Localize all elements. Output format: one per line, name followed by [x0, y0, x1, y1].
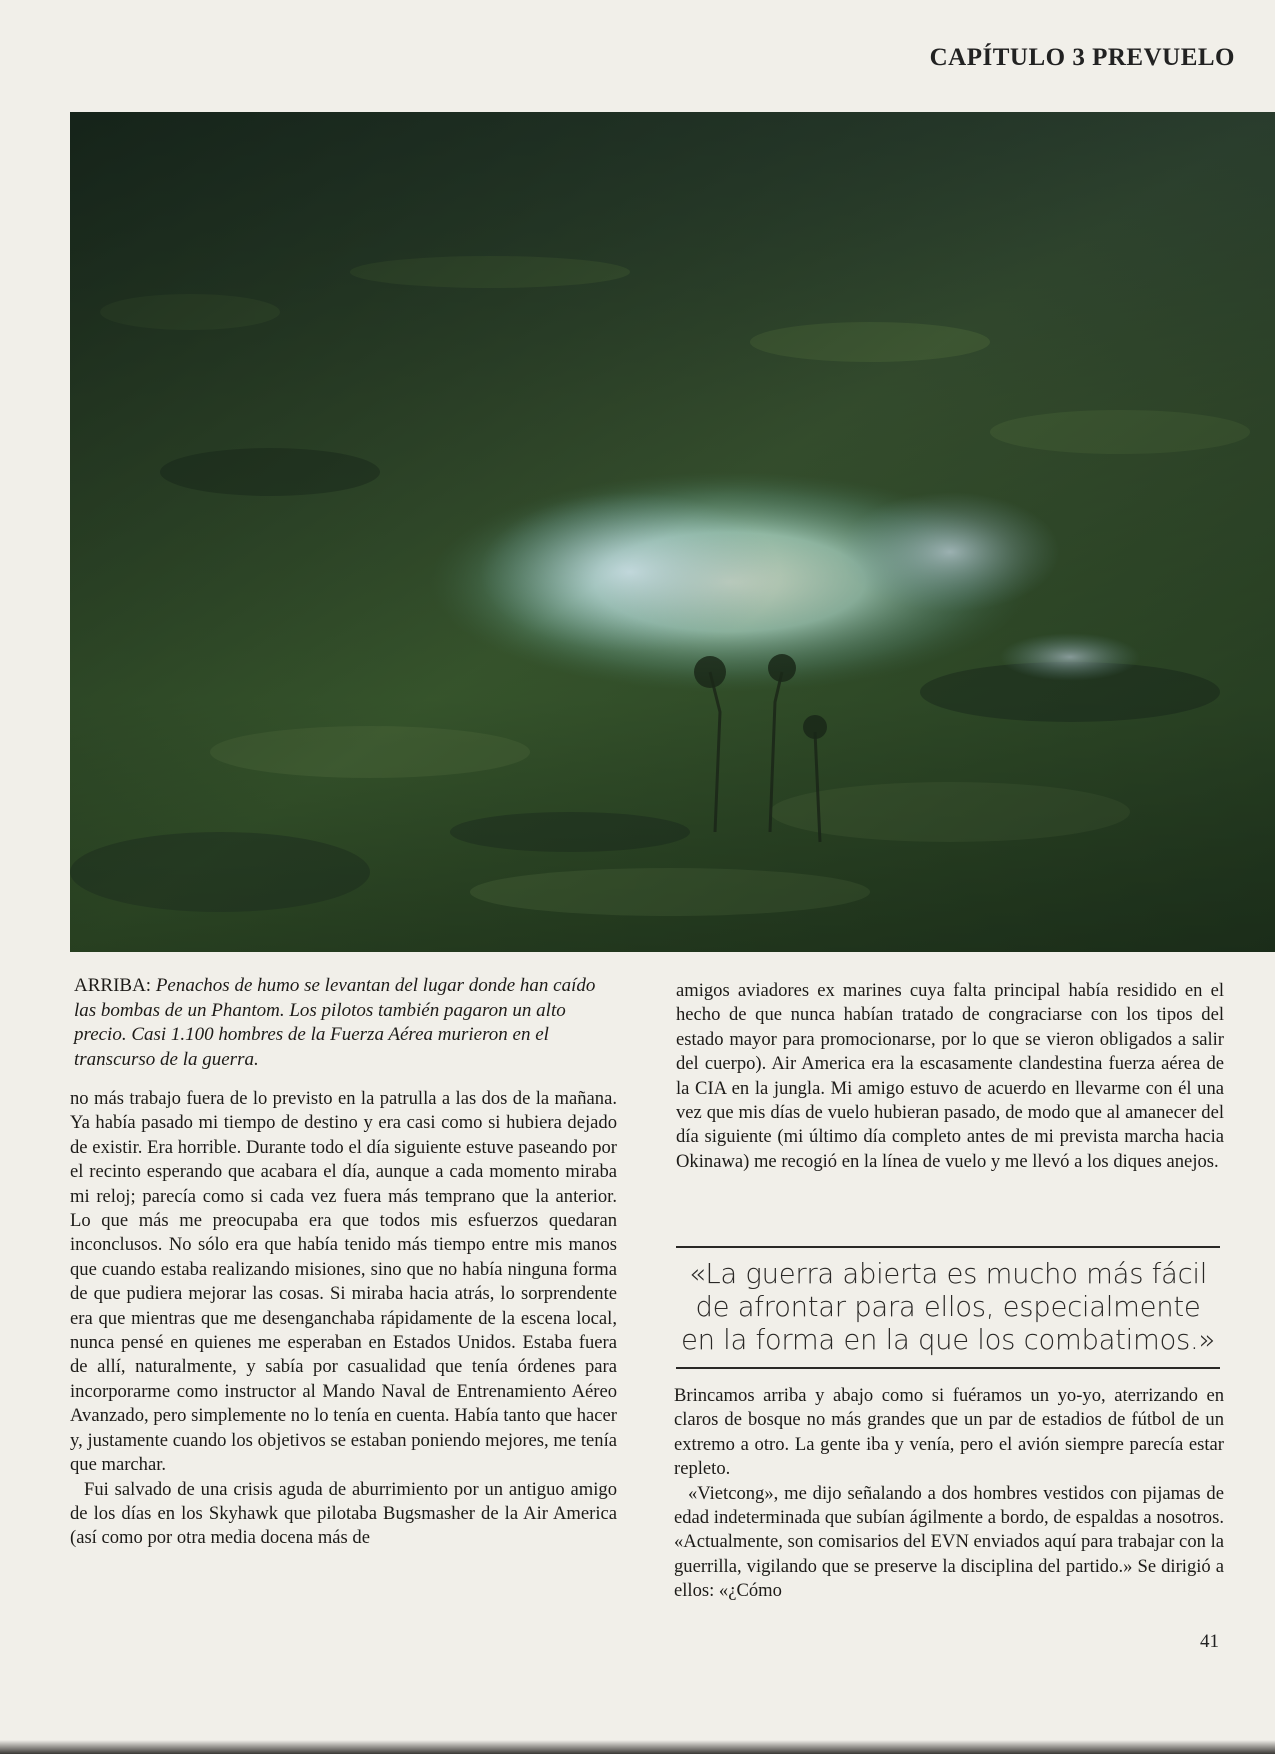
photo-caption [74, 974, 619, 1072]
left-paragraph-1: no más trabajo fuera de lo previsto en la patrulla a las dos de la mañana. Ya había pasado mi tiempo de destino y era casi como si hubiera dejado de existir. Era horrible. Durante todo el día siguiente estuve paseando por el recinto esperando que acabara el día, aunque a cada momento miraba mi reloj; parecía como si cada vez fuera más temprano que la anterior. Lo que más me preocupaba era que todos mis esfuerzos quedaran inconclusos. No sólo era que había tenido más tiempo entre mis manos que cuando estaba realizando misiones, sino que no había ninguna forma de que pudiera mejorar las cosas. Si miraba hacia atrás, lo sorprendente era que mientras que me desenganchaba rápidamente de la escena local, nunca pensé en quienes me esperaban en Estados Unidos. Estaba fuera de allí, naturalmente, y sabía por casualidad que tenía órdenes para incorporarme como instructor al Mando Naval de Entrenamiento Aéreo Avanzado, pero simplemente no lo tenía en cuenta. Había tanto que hacer y, justamente cuando los objetivos se estaban poniendo mejores, me tenía que marchar. [70, 1088, 617, 1476]
right-top-paragraph: amigos aviadores ex marines cuya falta principal había residido en el hecho de que nunca habían tratado de congraciarse con los tipos del estado mayor para promocionarse, por lo que se vieron obligados a salir del cuerpo). Air America era la escasamente clandestina fuerza aérea de la CIA en la jungla. Mi amigo estuvo de acuerdo en llevarme con él una vez que mis días de vuelo hubieran pasado, de modo que al amanecer del día siguiente (mi último día completo antes de mi prevista marcha hacia Okinawa) me recogió en la línea de vuelo y me llevó a los diques anejos. [676, 980, 1224, 1172]
right-bottom-paragraph-1: Brincamos arriba y abajo como si fuéramos un yo-yo, aterrizando en claros de bosque no más grandes que un par de estadios de fútbol de un extremo a otro. La gente iba y venía, pero el avión siempre parecía estar repleto. [674, 1385, 1224, 1480]
caption-lead: ARRIBA: [74, 975, 152, 996]
jungle-smoke-photo [70, 112, 1275, 952]
photo-illustration [70, 112, 1275, 952]
right-bottom-paragraph-2: «Vietcong», me dijo señalando a dos hombres vestidos con pijamas de edad indeterminada que subían ágilmente a bordo, de espaldas a nosotros. «Actualmente, son comisarios del EVN enviados aquí para trabajar con la guerrilla, vigilando que se preserve la disciplina del partido.» Se dirigió a ellos: «¿Cómo [674, 1482, 1224, 1602]
page-number: 41 [1200, 1631, 1219, 1652]
right-column-top [676, 979, 1224, 1174]
left-column [70, 1087, 617, 1551]
caption-body: Penachos de humo se levantan del lugar donde han caído las bombas de un Phantom. Los pilotos también pagaron un alto precio. Casi 1.100 hombres de la Fuerza Aérea murieron en el transcurso de la guerra. [74, 975, 596, 1070]
left-paragraph-2: Fui salvado de una crisis aguda de aburrimiento por un antiguo amigo de los días en los Skyhawk que pilotaba Bugsmasher de la Air America (así como por otra media docena más de [70, 1478, 617, 1549]
page-edge-shadow [0, 1740, 1275, 1754]
right-column-bottom [674, 1384, 1224, 1604]
pull-quote: «La guerra abierta es mucho más fácil de afrontar para ellos, especialmente en la forma en la que los combatimos.» [676, 1246, 1220, 1369]
chapter-header: CAPÍTULO 3 PREVUELO [929, 44, 1235, 71]
